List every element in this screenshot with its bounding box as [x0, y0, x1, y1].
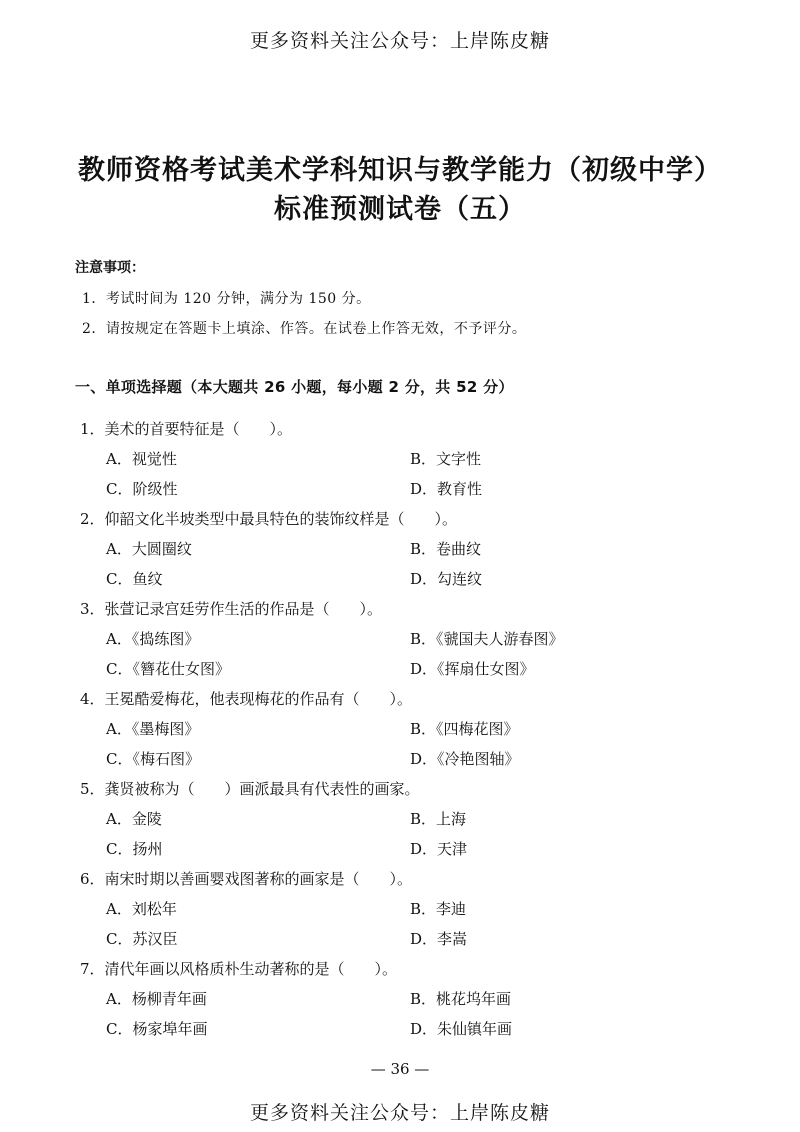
notice-item: 1．考试时间为 120 分钟，满分为 150 分。 — [82, 291, 371, 307]
option-c: C．《簪花仕女图》 — [106, 660, 230, 678]
question-stem: 4．王冕酷爱梅花，他表现梅花的作品有（ ）。 — [80, 690, 413, 708]
question-stem: 3．张萱记录宫廷劳作生活的作品是（ ）。 — [80, 600, 383, 618]
question-stem: 2．仰韶文化半坡类型中最具特色的装饰纹样是（ ）。 — [80, 510, 458, 528]
option-b: B．文字性 — [410, 450, 482, 468]
notice-item: 2．请按规定在答题卡上填涂、作答。在试卷上作答无效，不予评分。 — [82, 321, 527, 337]
option-c: C．阶级性 — [106, 480, 178, 498]
option-b: B．卷曲纹 — [410, 540, 482, 558]
option-d: D．《冷艳图轴》 — [410, 750, 520, 768]
notice-heading: 注意事项： — [75, 260, 145, 276]
section-heading: 一、单项选择题（本大题共 26 小题，每小题 2 分，共 52 分） — [75, 378, 514, 396]
option-a: A．大圆圈纹 — [106, 540, 192, 558]
option-a: A．《墨梅图》 — [106, 720, 200, 738]
option-a: A．视觉性 — [106, 450, 177, 468]
option-b: B．《虢国夫人游春图》 — [410, 630, 564, 648]
question-stem: 1．美术的首要特征是（ ）。 — [80, 420, 293, 438]
option-a: A．金陵 — [106, 810, 162, 828]
option-b: B．桃花坞年画 — [410, 990, 512, 1008]
option-a: A．刘松年 — [106, 900, 177, 918]
option-d: D．勾连纹 — [410, 570, 483, 588]
option-c: C．鱼纹 — [106, 570, 163, 588]
option-c: C．杨家埠年画 — [106, 1020, 208, 1038]
option-b: B．《四梅花图》 — [410, 720, 519, 738]
watermark-top: 更多资料关注公众号：上岸陈皮糖 — [249, 30, 550, 52]
option-a: A．杨柳青年画 — [106, 990, 207, 1008]
option-c: C．扬州 — [106, 840, 163, 858]
option-c: C．苏汉臣 — [106, 930, 178, 948]
option-d: D．天津 — [410, 840, 468, 858]
document-title-line-1: 教师资格考试美术学科知识与教学能力（初级中学） — [78, 155, 722, 186]
question-stem: 7．清代年画以风格质朴生动著称的是（ ）。 — [80, 960, 398, 978]
option-a: A．《捣练图》 — [106, 630, 200, 648]
option-d: D．《挥扇仕女图》 — [410, 660, 535, 678]
option-c: C．《梅石图》 — [106, 750, 200, 768]
document-title-line-2: 标准预测试卷（五） — [274, 194, 526, 225]
option-d: D．朱仙镇年画 — [410, 1020, 513, 1038]
page-number: — 36 — — [370, 1060, 430, 1078]
watermark-bottom: 更多资料关注公众号：上岸陈皮糖 — [249, 1102, 550, 1124]
option-b: B．上海 — [410, 810, 467, 828]
question-stem: 6．南宋时期以善画婴戏图著称的画家是（ ）。 — [80, 870, 413, 888]
option-d: D．教育性 — [410, 480, 483, 498]
option-d: D．李嵩 — [410, 930, 468, 948]
option-b: B．李迪 — [410, 900, 467, 918]
question-stem: 5．龚贤被称为（ ）画派最具有代表性的画家。 — [80, 780, 420, 798]
